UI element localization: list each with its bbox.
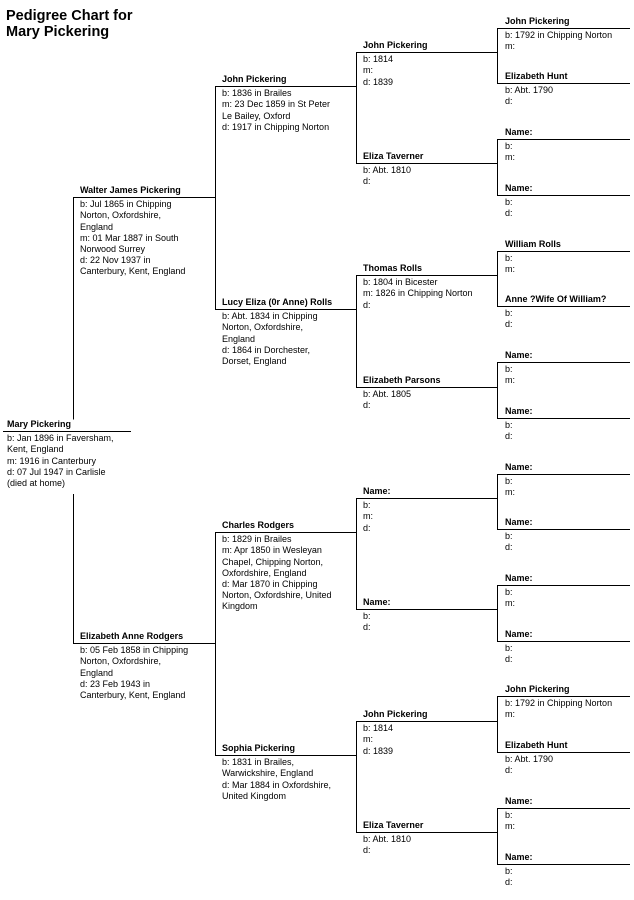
person-card <box>505 239 561 276</box>
person-detail-line: b: 1814 <box>363 54 394 65</box>
person-name: Elizabeth Hunt <box>505 740 568 750</box>
person-name: John Pickering <box>363 40 428 50</box>
person-detail-line: b: <box>505 197 513 208</box>
person-details <box>363 611 391 633</box>
person-details <box>505 866 533 888</box>
person-details <box>505 85 568 107</box>
person-detail-line: d: <box>505 431 513 442</box>
person-detail-line: b: <box>505 866 513 877</box>
person-details <box>505 197 533 219</box>
person-detail-line: d: <box>505 542 513 553</box>
person-detail-line: m: 23 Dec 1859 in St Peter Le Bailey, Oxford <box>222 99 331 121</box>
person-card <box>505 16 612 53</box>
person-name: Eliza Taverner <box>363 151 424 161</box>
person-name: Name: <box>363 486 391 496</box>
person-name: Mary Pickering <box>7 419 72 429</box>
person-detail-line: b: Abt. 1834 in Chipping Norton, Oxfordshire, England <box>222 311 318 344</box>
person-detail-line: b: <box>505 643 513 654</box>
person-detail-line: d: Mar 1870 in Chipping Norton, Oxfordshire, United Kingdom <box>222 579 332 612</box>
person-card <box>363 709 428 757</box>
person-card <box>505 573 533 610</box>
person-details <box>505 587 533 609</box>
person-card <box>363 820 423 857</box>
person-detail-line: d: <box>505 96 513 107</box>
person-detail-line: m: <box>505 487 515 498</box>
person-detail-line: b: 1792 in Chipping Norton <box>505 30 613 41</box>
person-details <box>7 433 114 489</box>
person-card <box>222 520 332 613</box>
person-details <box>363 500 391 534</box>
person-detail-line: m: <box>363 65 373 76</box>
person-name: John Pickering <box>363 709 428 719</box>
person-name: Name: <box>363 597 391 607</box>
person-detail-line: m: <box>505 264 515 275</box>
person-name: Name: <box>505 127 533 137</box>
person-details <box>505 810 533 832</box>
person-detail-line: b: Abt. 1810 <box>363 834 412 845</box>
person-detail-line: d: 1864 in Dorchester, Dorset, England <box>222 344 311 367</box>
person-details <box>80 199 185 277</box>
person-name: Name: <box>505 796 533 806</box>
person-name: William Rolls <box>505 239 561 249</box>
person-details <box>363 165 423 187</box>
person-detail-line: b: Abt. 1790 <box>505 85 554 96</box>
person-detail-line: m: <box>363 734 373 745</box>
person-card <box>505 684 612 721</box>
person-detail-line: m: <box>505 709 515 720</box>
person-name: Elizabeth Parsons <box>363 375 441 385</box>
person-card <box>505 462 533 499</box>
person-name: Name: <box>505 573 533 583</box>
person-detail-line: b: 1804 in Bicester <box>363 277 438 288</box>
person-name: Elizabeth Hunt <box>505 71 568 81</box>
person-details <box>80 645 188 701</box>
person-detail-line: b: <box>505 364 513 375</box>
person-detail-line: b: Jan 1896 in Faversham, Kent, England <box>7 433 114 455</box>
person-card <box>80 185 185 278</box>
person-detail-line: d: 23 Feb 1943 in Canterbury, Kent, England <box>80 678 186 701</box>
person-details <box>222 534 332 612</box>
person-name: Anne ?Wife Of William? <box>505 294 607 304</box>
person-name: John Pickering <box>505 16 570 26</box>
person-detail-line: b: <box>505 531 513 542</box>
person-detail-line: b: <box>505 810 513 821</box>
person-detail-line: d: <box>363 400 371 411</box>
person-details <box>222 757 331 802</box>
person-detail-line: b: 05 Feb 1858 in Chipping Norton, Oxfordshire, England <box>80 645 189 678</box>
person-details <box>363 389 441 411</box>
person-detail-line: d: <box>505 654 513 665</box>
person-detail-line: b: 1814 <box>363 723 394 734</box>
person-name: Name: <box>505 350 533 360</box>
person-detail-line: m: <box>505 152 515 163</box>
person-card <box>363 263 473 311</box>
person-card <box>363 486 391 534</box>
person-details <box>505 420 533 442</box>
person-detail-line: b: 1792 in Chipping Norton <box>505 698 613 709</box>
person-detail-line: m: <box>363 511 373 522</box>
person-card <box>505 350 533 387</box>
person-card <box>363 40 428 88</box>
person-card <box>505 517 533 554</box>
person-detail-line: m: <box>505 821 515 832</box>
person-name: John Pickering <box>505 684 570 694</box>
person-details <box>505 308 606 330</box>
person-detail-line: b: <box>505 420 513 431</box>
person-card <box>505 852 533 889</box>
person-card <box>363 151 423 188</box>
person-name: Name: <box>505 517 533 527</box>
person-detail-line: d: <box>363 845 371 856</box>
person-details <box>363 723 428 757</box>
person-card <box>222 297 332 367</box>
person-card <box>222 74 330 133</box>
person-details <box>222 88 330 133</box>
chart-title-line-1: Pedigree Chart for <box>6 8 133 24</box>
person-card <box>222 743 331 802</box>
person-detail-line: m: <box>505 41 515 52</box>
person-detail-line: m: <box>505 375 515 386</box>
person-name: Name: <box>505 629 533 639</box>
person-details <box>505 30 612 52</box>
person-detail-line: d: <box>505 877 513 888</box>
person-name: Thomas Rolls <box>363 263 423 273</box>
person-card <box>505 183 533 220</box>
person-name: Eliza Taverner <box>363 820 424 830</box>
person-name: Name: <box>505 406 533 416</box>
person-detail-line: d: <box>363 299 371 310</box>
person-details <box>505 364 533 386</box>
person-card <box>363 597 391 634</box>
person-detail-line: b: <box>505 308 513 319</box>
person-name: Lucy Eliza (0r Anne) Rolls <box>222 297 333 307</box>
person-card <box>7 419 114 489</box>
person-card <box>505 127 533 164</box>
person-detail-line: b: 1836 in Brailes <box>222 88 292 99</box>
person-name: John Pickering <box>222 74 287 84</box>
person-detail-line: b: 1829 in Brailes <box>222 534 292 545</box>
person-details <box>505 253 561 275</box>
chart-title-line-2: Mary Pickering <box>6 24 110 40</box>
person-detail-line: b: Abt. 1805 <box>363 389 412 400</box>
person-name: Walter James Pickering <box>80 185 181 195</box>
person-detail-line: d: <box>505 319 513 330</box>
person-detail-line: d: <box>505 765 513 776</box>
person-detail-line: d: <box>363 522 371 533</box>
person-detail-line: b: <box>505 587 513 598</box>
person-name: Sophia Pickering <box>222 743 296 753</box>
person-name: Name: <box>505 462 533 472</box>
person-detail-line: b: <box>505 141 513 152</box>
person-details <box>505 141 533 163</box>
person-detail-line: d: 22 Nov 1937 in Canterbury, Kent, England <box>80 255 186 277</box>
person-detail-line: b: Abt. 1790 <box>505 754 554 765</box>
person-detail-line: b: Jul 1865 in Chipping Norton, Oxfordshire, England <box>80 199 172 232</box>
person-detail-line: m: 01 Mar 1887 in South Norwood Surrey <box>80 232 179 255</box>
person-detail-line: d: <box>363 622 371 633</box>
person-details <box>505 643 533 665</box>
person-card <box>505 406 533 443</box>
person-detail-line: d: <box>363 176 371 187</box>
person-card <box>505 629 533 666</box>
person-detail-line: d: Mar 1884 in Oxfordshire, United Kingdom <box>222 779 332 801</box>
person-detail-line: m: 1916 in Canterbury <box>7 455 97 466</box>
person-detail-line: d: <box>505 208 513 219</box>
person-card <box>505 294 606 331</box>
person-detail-line: b: <box>363 611 371 622</box>
person-name: Elizabeth Anne Rodgers <box>80 631 184 641</box>
person-detail-line: d: 1839 <box>363 76 394 87</box>
person-card <box>505 740 568 777</box>
person-detail-line: b: <box>505 476 513 487</box>
person-details <box>505 754 568 776</box>
person-detail-line: b: <box>363 500 371 511</box>
person-details <box>222 311 332 367</box>
person-card <box>505 71 568 108</box>
person-detail-line: m: Apr 1850 in Wesleyan Chapel, Chipping Norton, Oxfordshire, England <box>222 545 324 578</box>
person-card <box>505 796 533 833</box>
person-name: Name: <box>505 852 533 862</box>
person-details <box>505 698 612 720</box>
person-name: Charles Rodgers <box>222 520 295 530</box>
person-card <box>80 631 188 701</box>
person-card <box>363 375 441 412</box>
person-detail-line: d: 07 Jul 1947 in Carlisle (died at home) <box>7 466 106 489</box>
person-detail-line: d: 1917 in Chipping Norton <box>222 121 330 132</box>
person-detail-line: b: Abt. 1810 <box>363 165 412 176</box>
person-detail-line: b: 1831 in Brailes, Warwickshire, England <box>222 757 314 779</box>
person-details <box>505 476 533 498</box>
person-detail-line: b: <box>505 253 513 264</box>
person-detail-line: d: 1839 <box>363 745 394 756</box>
person-detail-line: m: 1826 in Chipping Norton <box>363 288 473 299</box>
person-details <box>363 834 423 856</box>
person-name: Name: <box>505 183 533 193</box>
person-details <box>505 531 533 553</box>
person-detail-line: m: <box>505 598 515 609</box>
person-details <box>363 54 428 88</box>
person-details <box>363 277 473 311</box>
